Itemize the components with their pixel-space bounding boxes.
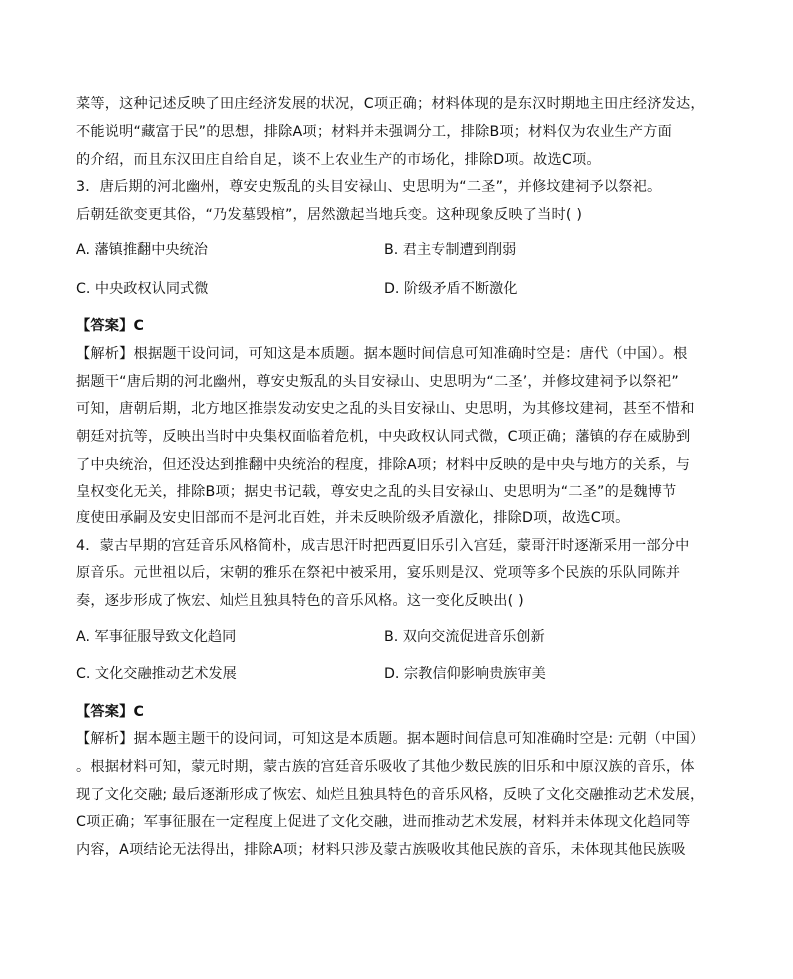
- q3-stem-line-2: 后朝廷欲变更其俗，“乃发墓毁棺”，居然激起当地兵变。这种现象反映了当时( ): [76, 207, 583, 223]
- q3-analysis-line-6: 皇权变化无关，排除B项；据史书记载，尊安史之乱的头目安禄山、史思明为“二圣”的是魏博节: [76, 484, 677, 500]
- q4-analysis-line-4: C项正确；军事征服在一定程度上促进了文化交融，进而推动艺术发展，材料并未体现文化趋同等: [76, 814, 691, 830]
- q3-option-d: D. 阶级矛盾不断激化: [384, 281, 518, 297]
- q4-stem-line-2: 原音乐。元世祖以后，宋朝的雅乐在祭祀中被采用，宴乐则是汉、党项等多个民族的乐队同陈并: [76, 565, 681, 581]
- q3-analysis-line-3: 可知，唐朝后期，北方地区推崇发动安史之乱的头目安禄山、史思明，为其修坟建祠，甚至不惜和: [76, 401, 695, 417]
- q4-option-c: C. 文化交融推动艺术发展: [76, 666, 237, 682]
- q3-analysis-line-5: 了中央统治，但还没达到推翻中央统治的程度，排除A项；材料中反映的是中央与地方的关系，与: [76, 457, 691, 473]
- q3-analysis-line-7: 度使田承嗣及安史旧部而不是河北百姓，并未反映阶级矛盾激化，排除D项，故选C项。: [76, 510, 630, 526]
- q3-analysis-line-1: 【解析】根据题干设问词，可知这是本质题。据本题时间信息可知准确时空是：唐代（中国）。根: [76, 346, 688, 362]
- q3-option-c: C. 中央政权认同式微: [76, 281, 209, 297]
- intro-line-2: 不能说明“藏富于民”的思想，排除A项；材料并未强调分工，排除B项；材料仅为农业生产方面: [76, 124, 673, 140]
- q3-answer: 【答案】C: [76, 318, 145, 334]
- q3-analysis-line-4: 朝廷对抗等，反映出当时中央集权面临着危机，中央政权认同式微，C项正确；藩镇的存在威胁到: [76, 429, 691, 445]
- q4-analysis-line-1: 【解析】据本题主题干的设问词，可知这是本质题。据本题时间信息可知准确时空是: 元朝（中国）: [76, 731, 705, 747]
- q4-option-d: D. 宗教信仰影响贵族审美: [384, 666, 546, 682]
- q4-option-a: A. 军事征服导致文化趋同: [76, 629, 237, 645]
- q4-stem-line-1: 4．蒙古早期的宫廷音乐风格简朴，成吉思汗时把西夏旧乐引入宫廷，蒙哥汗时逐渐采用一部分中: [76, 538, 690, 554]
- q4-option-b: B. 双向交流促进音乐创新: [384, 629, 545, 645]
- q3-option-a: A. 藩镇推翻中央统治: [76, 242, 208, 258]
- intro-line-1: 菜等，这种记述反映了田庄经济发展的状况，C项正确；材料体现的是东汉时期地主田庄经济发达，: [76, 96, 705, 112]
- q3-analysis-line-2: 据题干“唐后期的河北幽州，尊安史叛乱的头目安禄山、史思明为“二圣’，并修坟建祠予以祭祀”: [76, 374, 679, 390]
- q3-option-b: B. 君主专制遭到削弱: [384, 242, 517, 258]
- q4-analysis-line-2: 。根据材料可知，蒙元时期，蒙古族的宫廷音乐吸收了其他少数民族的旧乐和中原汉族的音乐，体: [76, 759, 695, 775]
- q4-analysis-line-5: 内容，A项结论无法得出，排除A项；材料只涉及蒙古族吸收其他民族的音乐，未体现其他民族吸: [76, 842, 686, 858]
- q4-stem-line-3: 奏，逐步形成了恢宏、灿烂且独具特色的音乐风格。这一变化反映出( ): [76, 593, 524, 609]
- q4-answer: 【答案】C: [76, 704, 145, 720]
- q3-stem-line-1: 3．唐后期的河北幽州，尊安史叛乱的头目安禄山、史思明为“二圣”，并修坟建祠予以祭祀。: [76, 179, 662, 195]
- intro-line-3: 的介绍，而且东汉田庄自给自足，谈不上农业生产的市场化，排除D项。故选C项。: [76, 152, 601, 168]
- q4-analysis-line-3: 现了文化交融; 最后逐渐形成了恢宏、灿烂且独具特色的音乐风格，反映了文化交融推动艺术发展，: [76, 787, 705, 803]
